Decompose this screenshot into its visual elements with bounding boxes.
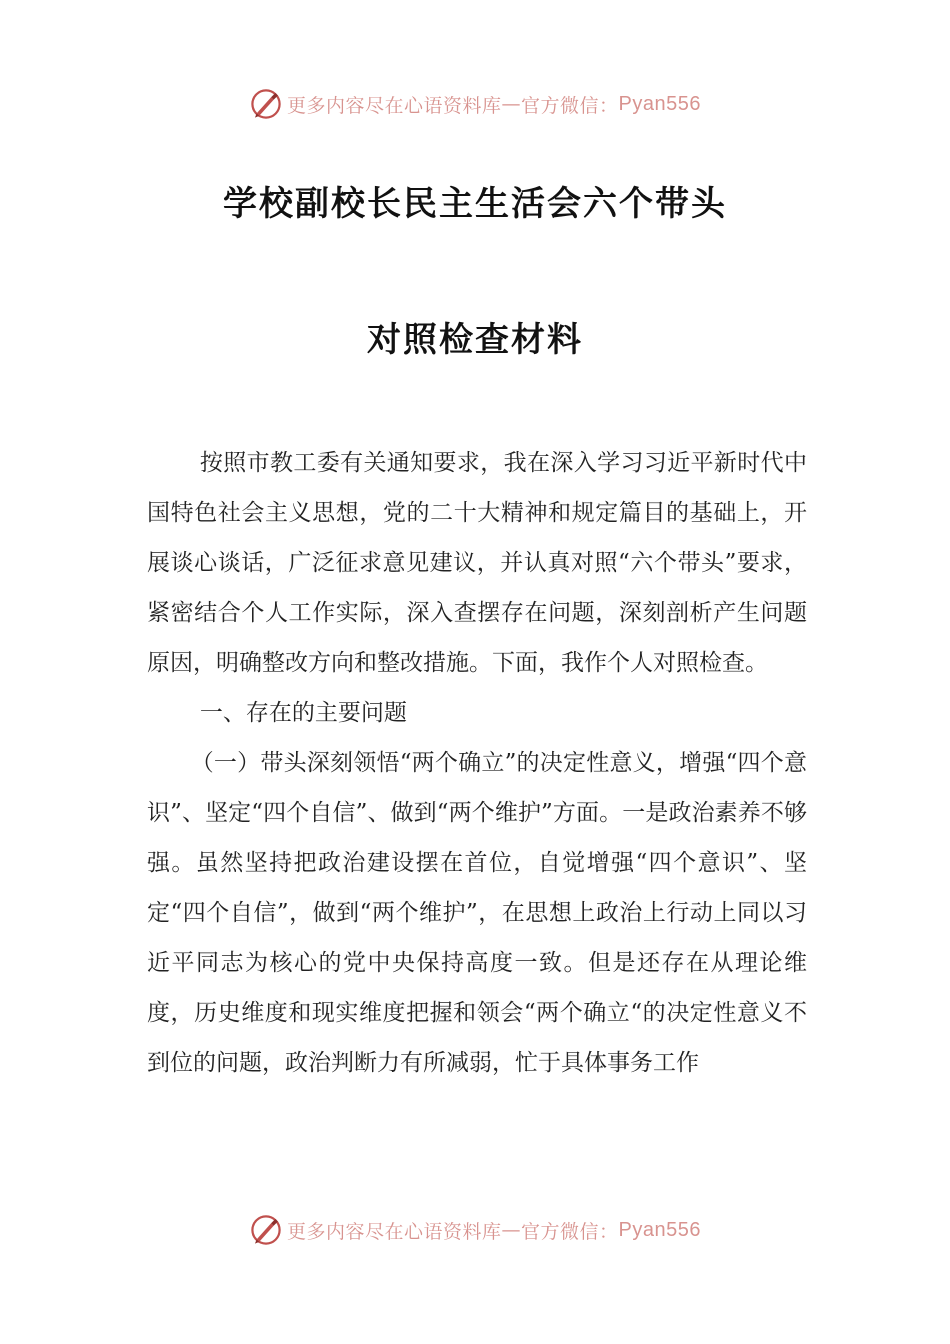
paragraph-intro: 按照市教工委有关通知要求，我在深入学习习近平新时代中国特色社会主义思想，党的二十大精神和规定篇目的基础上，开展谈心谈话，广泛征求意见建议，并认真对照“六个带头”要求，紧密结合个人工作实际，深入查摆存在问题，深刻剖析产生问题原因，明确整改方向和整改措施。下面，我作个人对照检查。	[147, 450, 807, 676]
watermark-label: 官方微信：	[521, 1220, 619, 1243]
watermark-footer	[0, 1208, 950, 1252]
pen-logo-icon	[249, 87, 283, 121]
watermark-label: 官方微信：	[521, 94, 619, 117]
watermark-separator: —	[501, 93, 522, 115]
section-heading-1: 一、存在的主要问题	[199, 700, 407, 726]
watermark-brand: 更多内容尽在心语资料库	[287, 94, 502, 117]
document-body	[147, 438, 807, 1088]
watermark-wechat-id: Pyan556	[618, 1218, 701, 1241]
document-title-line-1: 学校副校长民主生活会六个带头	[223, 184, 727, 224]
watermark-brand: 更多内容尽在心语资料库	[287, 1220, 502, 1243]
watermark-separator: —	[501, 1219, 522, 1241]
pen-logo-icon	[249, 1213, 283, 1247]
watermark-header	[0, 82, 950, 126]
watermark-wechat-id: Pyan556	[618, 92, 701, 115]
document-title-line-2: 对照检查材料	[367, 320, 583, 360]
paragraph-section-1-1: （一）带头深刻领悟“两个确立”的决定性意义，增强“四个意识”、坚定“四个自信”、做到“两个维护”方面。一是政治素养不够强。虽然坚持把政治建设摆在首位，自觉增强“四个意识”、坚定“四个自信”，做到“两个维护”，在思想上政治上行动上同以习近平同志为核心的党中央保持高度一致。但是还存在从理论维度，历史维度和现实维度把握和领会“两个确立“的决定性意义不到位的问题，政治判断力有所减弱，忙于具体事务工作	[147, 750, 807, 1076]
